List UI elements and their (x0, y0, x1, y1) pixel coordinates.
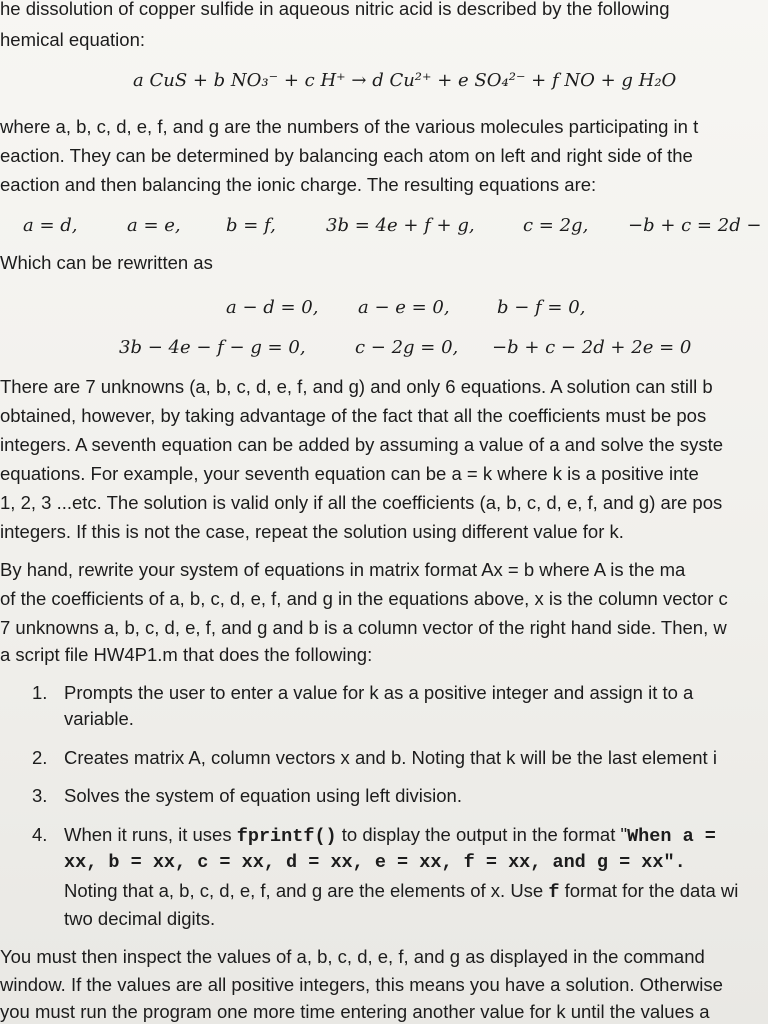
list-item-4-text-a: When it runs, it uses (64, 824, 237, 845)
format-code-start: When a = (627, 826, 716, 847)
eq-row3-3: −b + c − 2d + 2e = 0 (492, 337, 692, 358)
eq-row2-3: b − f = 0, (497, 297, 586, 318)
list-number-2: 2. (32, 747, 48, 768)
eq-row3-2: c − 2g = 0, (355, 337, 459, 358)
list-item-1-line-1: Prompts the user to enter a value for k as a positive integer and assign it to a (64, 682, 694, 703)
eq-row1-3: b = f, (226, 215, 276, 236)
f-format-code: f (548, 882, 560, 903)
para4-line-3: you must run the program one more time entering another value for k until the values a (0, 1001, 710, 1022)
list-number-1: 1. (32, 682, 48, 703)
list-number-4: 4. (32, 824, 48, 845)
list-item-4-line-1 (64, 822, 716, 850)
format-code-line: xx, b = xx, c = xx, d = xx, e = xx, f = xx, and g = xx". (64, 852, 686, 873)
eq-row1-6: −b + c = 2d − (628, 215, 762, 236)
para2-line-1: There are 7 unknowns (a, b, c, d, e, f, and g) and only 6 equations. A solution can still b (0, 376, 713, 397)
eq-row2-2: a − e = 0, (358, 297, 450, 318)
list-item-3-line-1: Solves the system of equation using left division. (64, 785, 462, 806)
rewrite-line: Which can be rewritten as (0, 252, 213, 273)
para4-line-1: You must then inspect the values of a, b, c, d, e, f, and g as displayed in the command (0, 946, 705, 967)
para2-line-2: obtained, however, by taking advantage of the fact that all the coefficients must be pos (0, 405, 707, 426)
para2-line-4: equations. For example, your seventh equation can be a = k where k is a positive inte (0, 463, 699, 484)
para1-line-1: where a, b, c, d, e, f, and g are the numbers of the various molecules participating in t (0, 116, 699, 137)
para3-line-4: a script file HW4P1.m that does the following: (0, 644, 373, 665)
para1-line-3: eaction and then balancing the ionic charge. The resulting equations are: (0, 174, 597, 195)
para2-line-3: integers. A seventh equation can be added by assuming a value of a and solve the syste (0, 434, 724, 455)
list-item-1-line-2: variable. (64, 708, 134, 729)
list-number-3: 3. (32, 785, 48, 806)
para3-line-2: of the coefficients of a, b, c, d, e, f, and g in the equations above, x is the column vector c (0, 588, 728, 609)
intro-line-1: he dissolution of copper sulfide in aqueous nitric acid is described by the following (0, 0, 670, 19)
list-item-4-line-4: two decimal digits. (64, 908, 216, 929)
eq-row1-1: a = d, (23, 215, 78, 236)
eq-row2-1: a − d = 0, (226, 297, 319, 318)
para2-line-6: integers. If this is not the case, repeat the solution using different value for k. (0, 521, 624, 542)
fprintf-code: fprintf() (236, 826, 337, 847)
list-item-4-text-3c: format for the data wi (559, 880, 739, 901)
para2-line-5: 1, 2, 3 ...etc. The solution is valid only if all the coefficients (a, b, c, d, e, f, and g) are pos (0, 492, 723, 513)
para1-line-2: eaction. They can be determined by balancing each atom on left and right side of the (0, 145, 693, 166)
eq-row1-5: c = 2g, (523, 215, 589, 236)
eq-row1-2: a = e, (127, 215, 181, 236)
chemical-equation: a CuS + b NO₃⁻ + c H⁺ → d Cu²⁺ + e SO₄²⁻ + f NO + g H₂O (133, 70, 677, 91)
list-item-2-line-1: Creates matrix A, column vectors x and b. Noting that k will be the last element i (64, 747, 717, 768)
para4-line-2: window. If the values are all positive integers, this means you have a solution. Otherwise (0, 974, 723, 995)
para3-line-3: 7 unknowns a, b, c, d, e, f, and g and b is a column vector of the right hand side. Then, w (0, 617, 727, 638)
eq-row3-1: 3b − 4e − f − g = 0, (119, 337, 306, 358)
list-item-4-line-3 (64, 878, 738, 906)
list-item-4-text-c: to display the output in the format " (336, 824, 628, 845)
eq-row1-4: 3b = 4e + f + g, (326, 215, 475, 236)
list-item-4-text-3a: Noting that a, b, c, d, e, f, and g are the elements of x. Use (64, 880, 549, 901)
para3-line-1: By hand, rewrite your system of equations in matrix format Ax = b where A is the ma (0, 559, 686, 580)
intro-line-2: hemical equation: (0, 29, 146, 50)
